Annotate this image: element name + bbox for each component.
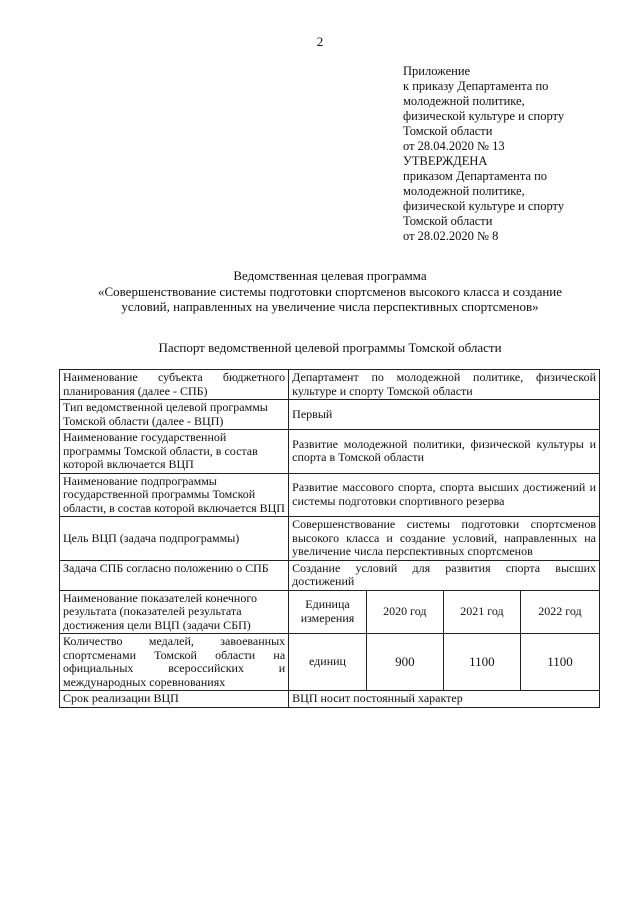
indicator-value: 1100 [520,634,599,691]
year-header: 2022 год [520,590,599,634]
indicator-value: 900 [366,634,443,691]
passport-heading: Паспорт ведомственной целевой программы Томской области [158,340,502,355]
table-row [60,560,600,590]
approval-line: Томской области [403,214,493,228]
row-label: Цель ВЦП (задача подпрограммы) [60,517,289,561]
row-label: Тип ведомственной целевой программы Томской области (далее - ВЦП) [60,400,289,430]
approval-line: физической культуре и спорту [403,199,565,213]
table-row [60,400,600,430]
row-value: Первый [289,400,600,430]
row-label: Наименование подпрограммы государственной программы Томской области, в состав которой включается ВЦП [60,473,289,517]
approval-line: молодежной политике, [403,184,525,198]
table-row [60,634,600,691]
approval-line: УТВЕРЖДЕНА [403,154,488,168]
passport-table [59,369,600,708]
row-value: Развитие молодежной политики, физической культуры и спорта в Томской области [289,430,600,474]
program-title-line: Ведомственная целевая программа [233,268,427,283]
table-row [60,691,600,708]
program-title [60,268,600,315]
approval-block [403,64,564,244]
row-value: ВЦП носит постоянный характер [289,691,600,708]
row-label: Срок реализации ВЦП [60,691,289,708]
table-row [60,430,600,474]
row-value: Департамент по молодежной политике, физической культуре и спорту Томской области [289,370,600,400]
row-label: Наименование показателей конечного результата (показателей результата достижения цели ВЦП (задачи СБП) [60,590,289,634]
row-value: Создание условий для развития спорта высших достижений [289,560,600,590]
approval-line: от 28.02.2020 № 8 [403,229,499,243]
approval-line: к приказу Департамента по [403,79,549,93]
table-row [60,370,600,400]
unit-value: единиц [289,634,367,691]
approval-line: Томской области [403,124,493,138]
indicator-value: 1100 [443,634,520,691]
row-label: Задача СПБ согласно положению о СПБ [60,560,289,590]
page-number: 2 [316,34,324,49]
year-header: 2020 год [366,590,443,634]
program-title-line: условий, направленных на увеличение числа перспективных спортсменов» [121,299,539,314]
row-label: Наименование субъекта бюджетного планирования (далее - СПБ) [60,370,289,400]
approval-line: приказом Департамента по [403,169,548,183]
approval-line: от 28.04.2020 № 13 [403,139,505,153]
program-title-line: «Совершенствование системы подготовки спортсменов высокого класса и создание [97,283,563,299]
table-row [60,517,600,561]
table-row [60,590,600,634]
row-label: Количество медалей, завоеванных спортсменами Томской области на официальных всероссийских и международных соревнованиях [60,634,289,691]
row-value: Развитие массового спорта, спорта высших достижений и системы подготовки спортивного резерва [289,473,600,517]
row-label: Наименование государственной программы Томской области, в состав которой включается ВЦП [60,430,289,474]
year-header: 2021 год [443,590,520,634]
table-row [60,473,600,517]
approval-line: физической культуре и спорту [403,109,565,123]
approval-line: Приложение [403,64,471,78]
row-value: Совершенствование системы подготовки спортсменов высокого класса и создание условий, направленных на увеличение числа перспективных спортсменов [289,517,600,561]
unit-header: Единица измерения [289,590,367,634]
approval-line: молодежной политике, [403,94,525,108]
